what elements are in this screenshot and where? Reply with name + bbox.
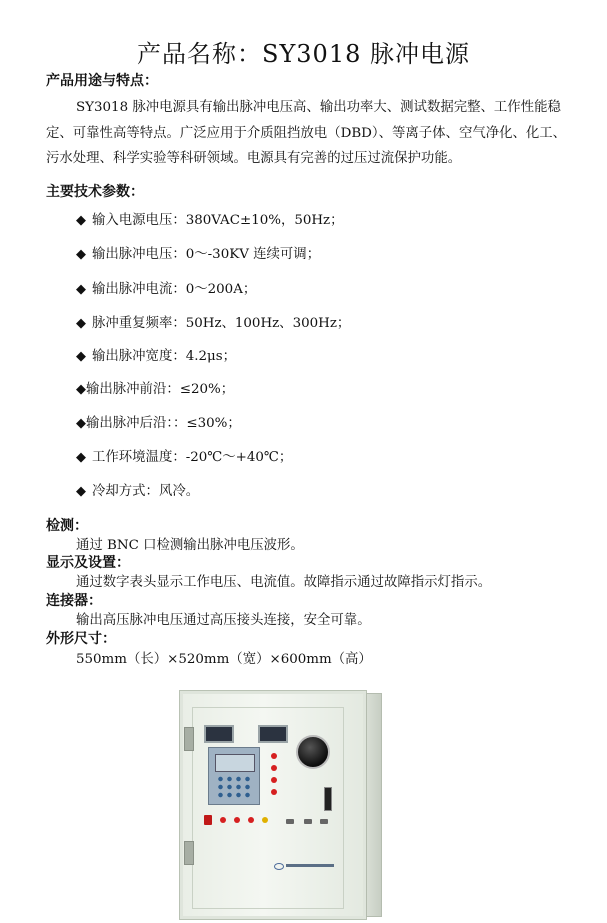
param-item: ◆输出脉冲前沿：≤20%； [76, 382, 235, 397]
indicator-led-icon [220, 817, 226, 823]
indicator-led-icon [271, 765, 277, 771]
indicator-led-icon [271, 777, 277, 783]
indicator-led-icon [271, 753, 277, 759]
connector-port-icon [304, 819, 312, 824]
company-logo-icon [274, 863, 284, 870]
power-switch-icon [204, 815, 212, 825]
voltage-knob-icon [296, 735, 330, 769]
company-nameplate-icon [286, 864, 334, 867]
connector-port-icon [320, 819, 328, 824]
usage-line-3: 污水处理、科学实验等科研领域。电源具有完善的过压过流保护功能。 [46, 151, 462, 166]
diamond-bullet-icon: ◆ [76, 416, 86, 431]
control-keypad-panel [208, 747, 260, 805]
params-heading: 主要技术参数： [46, 184, 144, 200]
param-item: ◆输出脉冲后沿：：≤30%； [76, 416, 241, 431]
bnc-output-icon [324, 787, 332, 811]
param-item: ◆ 工作环境温度：-20℃～+40℃； [76, 450, 293, 465]
diamond-bullet-icon: ◆ [76, 247, 86, 262]
cabinet-side-panel [366, 693, 382, 917]
dimensions-text: 550mm（长）×520mm（宽）×600mm（高） [76, 652, 372, 667]
page-title: 产品名称：SY3018 脉冲电源 [137, 40, 470, 68]
param-item: ◆ 输出脉冲电流：0～200A； [76, 282, 257, 297]
voltage-meter-icon [204, 725, 234, 743]
detection-heading: 检测： [46, 518, 88, 534]
hinge-icon [184, 727, 194, 751]
display-text: 通过数字表头显示工作电压、电流值。故障指示通过故障指示灯指示。 [76, 575, 492, 590]
diamond-bullet-icon: ◆ [76, 484, 86, 499]
dimensions-heading: 外形尺寸： [46, 631, 116, 647]
diamond-bullet-icon: ◆ [76, 213, 86, 228]
indicator-led-icon [271, 789, 277, 795]
current-meter-icon [258, 725, 288, 743]
diamond-bullet-icon: ◆ [76, 382, 86, 397]
param-item: ◆ 输出脉冲电压：0～-30KV 连续可调； [76, 247, 321, 262]
power-supply-cabinet-image [179, 690, 367, 920]
indicator-led-icon [262, 817, 268, 823]
param-item: ◆ 脉冲重复频率：50Hz、100Hz、300Hz； [76, 316, 351, 331]
connector-heading: 连接器： [46, 593, 102, 609]
display-heading: 显示及设置： [46, 555, 130, 571]
connector-port-icon [286, 819, 294, 824]
param-item: ◆ 输入电源电压：380VAC±10%，50Hz； [76, 213, 344, 228]
usage-line-2: 定、可靠性高等特点。广泛应用于介质阻挡放电（DBD）、等离子体、空气净化、化工、 [46, 126, 567, 141]
keypad-buttons-icon [216, 775, 254, 799]
param-item: ◆ 输出脉冲宽度：4.2μs； [76, 349, 236, 364]
hinge-icon [184, 841, 194, 865]
usage-heading: 产品用途与特点： [46, 73, 158, 89]
indicator-led-icon [234, 817, 240, 823]
indicator-led-icon [248, 817, 254, 823]
keypad-screen [215, 754, 255, 772]
usage-line-1: SY3018 脉冲电源具有输出脉冲电压高、输出功率大、测试数据完整、工作性能稳 [76, 100, 561, 115]
diamond-bullet-icon: ◆ [76, 450, 86, 465]
diamond-bullet-icon: ◆ [76, 316, 86, 331]
param-item: ◆ 冷却方式：风冷。 [76, 484, 200, 499]
diamond-bullet-icon: ◆ [76, 349, 86, 364]
connector-text: 输出高压脉冲电压通过高压接头连接，安全可靠。 [76, 613, 371, 628]
diamond-bullet-icon: ◆ [76, 282, 86, 297]
detection-text: 通过 BNC 口检测输出脉冲电压波形。 [76, 538, 304, 553]
